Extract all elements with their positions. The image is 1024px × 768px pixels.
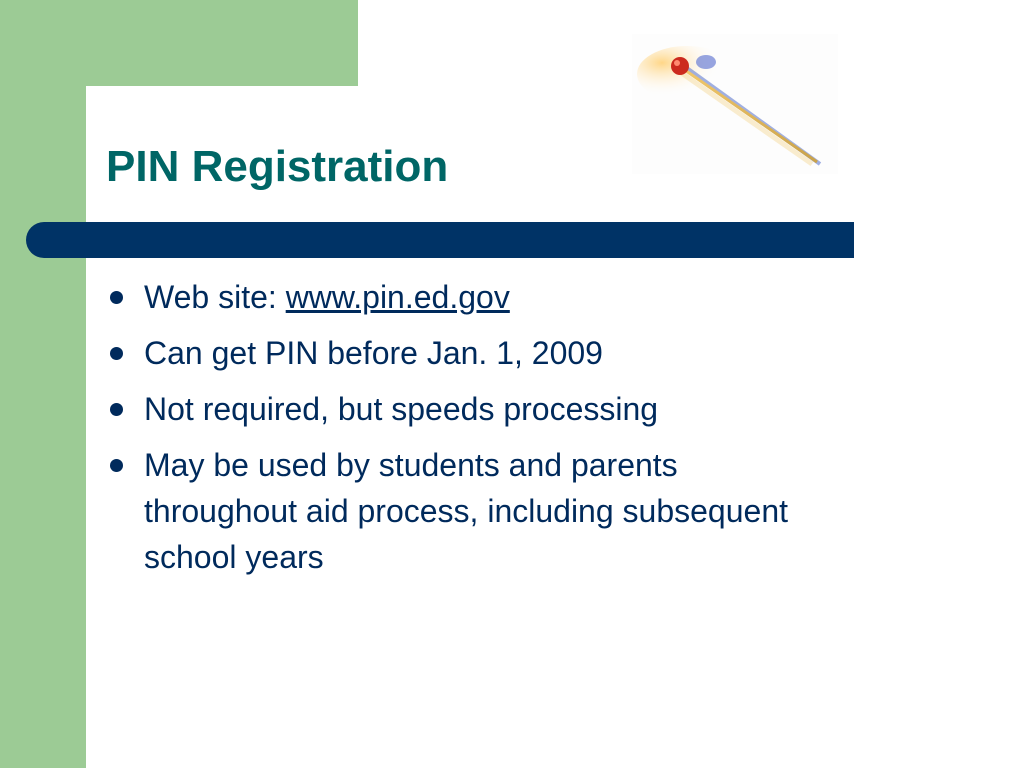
- bullet-dot: [110, 347, 123, 360]
- bullet-item-not-required: [104, 386, 824, 432]
- push-pin-icon: [632, 34, 838, 174]
- bullet-dot: [110, 403, 123, 416]
- website-link[interactable]: www.pin.ed.gov: [285, 279, 510, 315]
- green-side-strip: [0, 0, 86, 768]
- bullet-text: Can get PIN before Jan. 1, 2009: [144, 335, 603, 371]
- bullet-text: May be used by students and parents throughout aid process, including subsequent school years: [144, 447, 788, 575]
- slide-title: PIN Registration: [106, 142, 449, 191]
- bullet-dot: [110, 291, 123, 304]
- title-underline-bar: [26, 222, 854, 258]
- bullet-item-pin-date: [104, 330, 824, 376]
- bullet-item-website: [104, 274, 824, 320]
- bullet-text: Not required, but speeds processing: [144, 391, 659, 427]
- bullet-item-usage: [104, 442, 824, 580]
- bullet-list: [104, 274, 824, 590]
- rounded-corner: [86, 86, 146, 146]
- bullet-dot: [110, 459, 123, 472]
- bullet-website-label: Web site:: [144, 279, 286, 315]
- green-top-block: [0, 0, 358, 86]
